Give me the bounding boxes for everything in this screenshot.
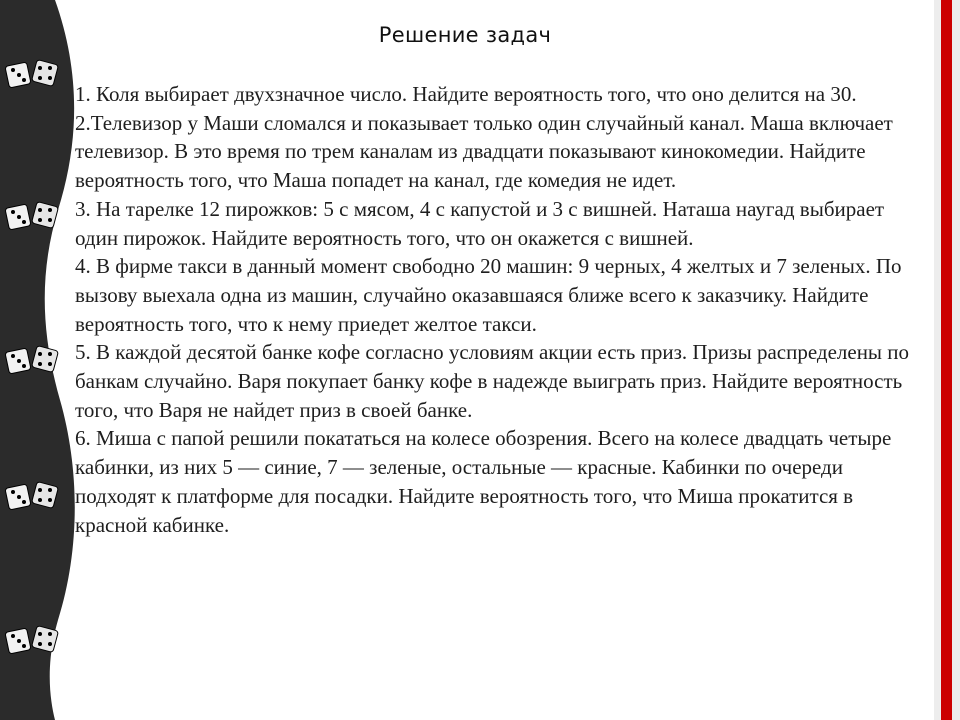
dice-icon	[4, 344, 62, 378]
accent-stripe	[941, 0, 952, 720]
dice-icon	[4, 624, 62, 658]
dice-icon	[4, 58, 62, 92]
problem-list	[75, 80, 913, 539]
dice-icon	[4, 480, 62, 514]
slide-title: Решение задач	[378, 23, 552, 47]
problem-6: 6. Миша с папой решили покататься на колесе обозрения. Всего на колесе двадцать четыре кабинки, из них 5 — синие, 7 — зеленые, остальные — красные. Кабинки по очереди подходят к платформе для посадки. Найдите вероятность того, что Миша прокатится в красной кабинке.	[75, 426, 892, 537]
problem-5: 5. В каждой десятой банке кофе согласно условиям акции есть приз. Призы распределены по банкам случайно. Варя покупает банку кофе в надежде выиграть приз. Найдите вероятность того, что Варя не найдет приз в своей банке.	[75, 340, 910, 422]
problem-3: 3. На тарелке 12 пирожков: 5 с мясом, 4 с капустой и 3 с вишней. Наташа наугад выбирает один пирожок. Найдите вероятность того, что он окажется с вишней.	[75, 196, 885, 250]
problem-2: 2.Телевизор у Маши сломался и показывает только один случайный канал. Маша включает телевизор. В это время по трем каналам из двадцати показывают кинокомедии. Найдите вероятность того, что Маша попадет на канал, где комедия не идет.	[75, 110, 893, 193]
problem-1: 1. Коля выбирает двухзначное число. Найдите вероятность того, что оно делится на 30.	[75, 82, 857, 106]
dice-icon	[4, 200, 62, 234]
problem-4: 4. В фирме такси в данный момент свободно 20 машин: 9 черных, 4 желтых и 7 зеленых. По вызову выехала одна из машин, случайно оказавшаяся ближе всего к заказчику. Найдите вероятность того, что к нему приедет желтое такси.	[75, 254, 902, 336]
